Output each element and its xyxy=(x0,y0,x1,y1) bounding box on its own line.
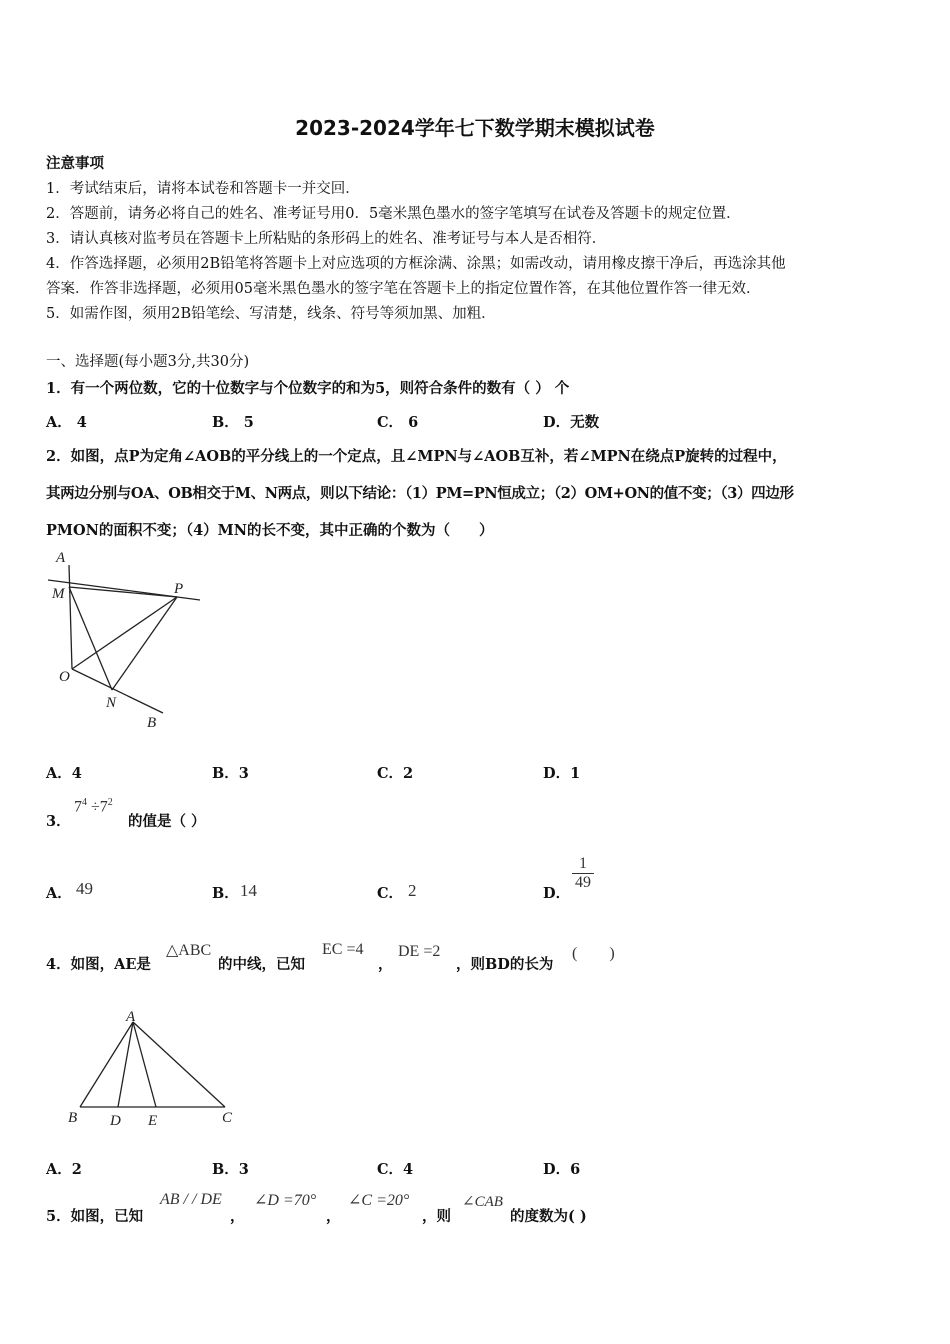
q2-label-a: A xyxy=(56,550,66,566)
q1-text: 1．有一个两位数，它的十位数字与个位数字的和为5，则符合条件的数有（ ） 个 xyxy=(46,380,570,397)
q3-fraction-numerator: 1 xyxy=(572,855,594,874)
q3-option-c-value: 2 xyxy=(408,881,417,900)
q4-label-d: D xyxy=(110,1113,121,1129)
notice-item-1: 1．考试结束后，请将本试卷和答题卡一并交回． xyxy=(46,181,360,197)
q4-label-c: C xyxy=(222,1110,233,1126)
q1-option-a: A． 4 xyxy=(46,414,87,431)
q3-option-b-label: B． xyxy=(212,885,239,902)
q3-text: 的值是（ ） xyxy=(128,813,206,830)
q1-option-c: C． 6 xyxy=(377,414,419,431)
section-heading: 一、选择题(每小题3分,共30分) xyxy=(46,354,250,370)
q2-option-b: B．3 xyxy=(212,765,249,782)
q4-de: DE =2 xyxy=(398,943,441,960)
q4-option-b: B．3 xyxy=(212,1161,249,1178)
q2-option-a: A．4 xyxy=(46,765,82,782)
q2-label-m: M xyxy=(52,586,65,602)
notice-item-5: 答案．作答非选择题，必须用05毫米黑色墨水的签字笔在答题卡上的指定位置作答，在其他位置作答一律无效． xyxy=(46,281,761,297)
q3-exp-1: 4 xyxy=(82,797,87,808)
q2-label-n: N xyxy=(106,695,117,711)
q4-option-c: C．4 xyxy=(377,1161,414,1178)
q4-text-3: ，则BD的长为 xyxy=(456,956,554,973)
q2-line-2: 其两边分别与OA、OB相交于M、N两点，则以下结论：（1）PM=PN恒成立；（2）OM+ON的值不变；（3）四边形 xyxy=(46,485,794,502)
q4-option-a: A．2 xyxy=(46,1161,82,1178)
q4-label-e: E xyxy=(148,1113,158,1129)
q3-option-c-label: C． xyxy=(377,885,404,902)
q3-expression xyxy=(74,797,113,816)
q5-angle-c: ∠C =20° xyxy=(348,1192,410,1209)
q3-option-a-value: 49 xyxy=(76,879,93,898)
q4-answer-paren: ( ) xyxy=(572,945,615,962)
q3-option-a-label: A． xyxy=(46,885,72,902)
q5-text-2: ，则 xyxy=(422,1208,451,1225)
q4-text-1: 4．如图，AE是 xyxy=(46,956,151,973)
q2-option-d: D．1 xyxy=(543,765,581,782)
notice-item-3: 3．请认真核对监考员在答题卡上所粘贴的条形码上的姓名、准考证号与本人是否相符． xyxy=(46,231,607,247)
q4-label-b: B xyxy=(68,1110,78,1126)
q2-line-3: PMON的面积不变；（4）MN的长不变，其中正确的个数为（ ） xyxy=(46,522,494,539)
q1-option-b: B． 5 xyxy=(212,414,254,431)
q5-parallel: AB / / DE xyxy=(160,1191,222,1208)
notice-heading: 注意事项 xyxy=(46,155,104,172)
q3-number: 3． xyxy=(46,813,71,830)
q5-angle-d: ∠D =70° xyxy=(254,1192,317,1209)
q2-figure xyxy=(40,545,210,735)
q2-label-p: P xyxy=(174,581,184,597)
q2-line-1: 2．如图，点P为定角∠AOB的平分线上的一个定点，且∠MPN与∠AOB互补，若∠MPN在绕点P旋转的过程中， xyxy=(46,448,787,465)
q2-label-b: B xyxy=(147,715,157,731)
q4-ec: EC =4 xyxy=(322,941,364,958)
q3-option-b-value: 14 xyxy=(240,881,257,900)
notice-item-6: 5．如需作图，须用2B铅笔绘、写清楚，线条、符号等须加黑、加粗． xyxy=(46,306,496,322)
q4-text-2: 的中线，已知 xyxy=(218,956,305,973)
page-title: 2023-2024学年七下数学期末模拟试卷 xyxy=(295,116,655,140)
q3-option-d-label: D． xyxy=(543,885,571,902)
q4-comma: ， xyxy=(378,956,393,973)
q4-label-a: A xyxy=(126,1009,136,1025)
notice-item-2: 2．答题前，请务必将自己的姓名、准考证号用0．5毫米黑色墨水的签字笔填写在试卷及答题卡的规定位置． xyxy=(46,206,741,222)
q1-option-d: D．无数 xyxy=(543,414,600,431)
q5-text-1: 5．如图，已知 xyxy=(46,1208,144,1225)
q4-triangle: △ABC xyxy=(166,942,212,959)
q4-figure xyxy=(60,1005,250,1130)
q5-comma-2: ， xyxy=(326,1208,341,1225)
notice-item-4: 4．作答选择题，必须用2B铅笔将答题卡上对应选项的方框涂满、涂黑；如需改动，请用橡皮擦干净后，再选涂其他 xyxy=(46,256,786,272)
q3-exp-2: 2 xyxy=(107,797,113,808)
q5-comma-1: ， xyxy=(230,1208,245,1225)
q3-fraction-denominator: 49 xyxy=(575,874,591,891)
q5-text-3: 的度数为( ) xyxy=(510,1208,587,1225)
q3-operator: ÷7 xyxy=(91,798,108,816)
q4-option-d: D．6 xyxy=(543,1161,581,1178)
q2-option-c: C．2 xyxy=(377,765,414,782)
q3-base: 7 xyxy=(74,798,82,816)
q3-option-d-fraction xyxy=(572,855,594,892)
q2-label-o: O xyxy=(59,669,70,685)
q5-angle-cab: ∠CAB xyxy=(462,1194,503,1210)
